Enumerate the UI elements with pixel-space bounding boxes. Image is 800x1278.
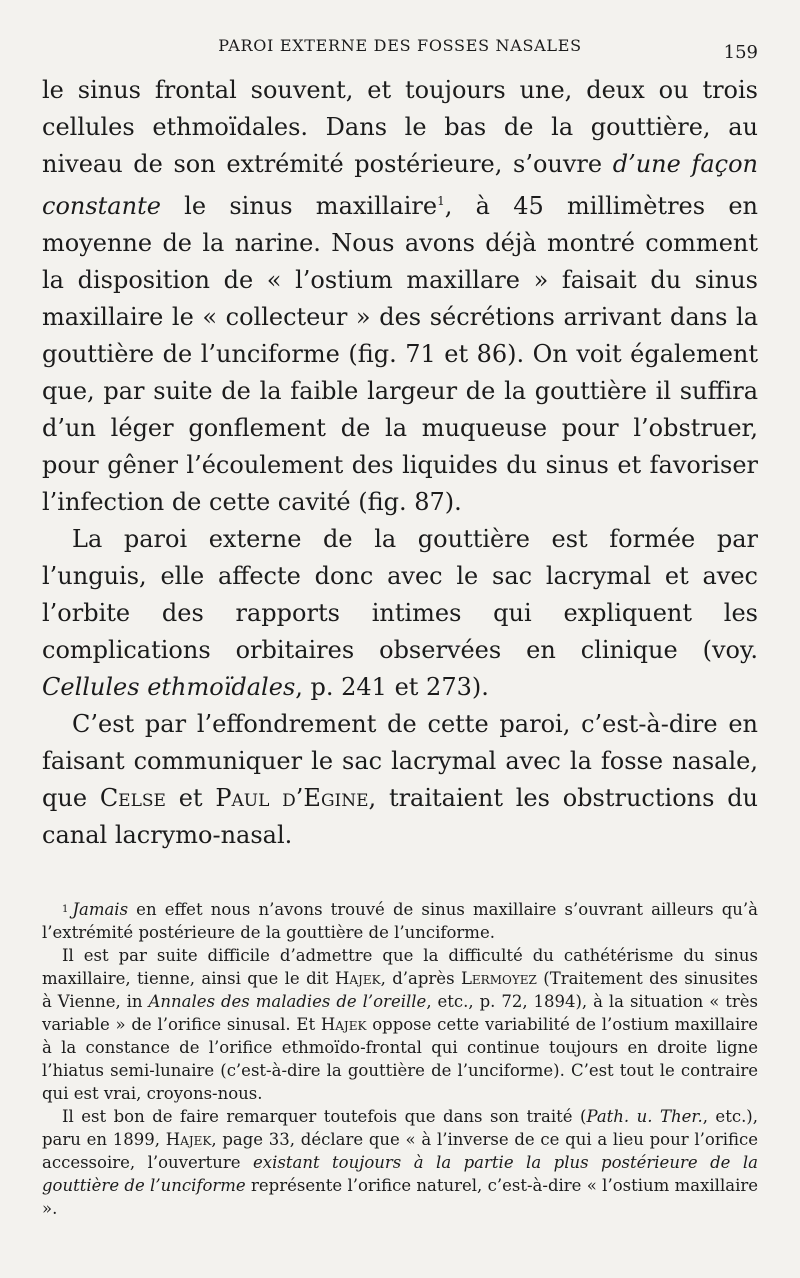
author-name: Celse	[99, 784, 166, 812]
author-name: Hajek	[334, 969, 381, 988]
running-title: PAROI EXTERNE DES FOSSES NASALES	[218, 36, 582, 55]
text-span: Il est bon de faire remarquer toutefois que dans son traité (	[62, 1107, 587, 1126]
text-span: et	[165, 784, 216, 812]
text-span: le sinus maxillaire	[160, 192, 438, 220]
italic-span: Jamais	[72, 900, 129, 919]
italic-span: Cellules ethmoïdales	[42, 673, 296, 701]
author-name: Hajek	[320, 1015, 367, 1034]
footnote-mark: 1	[62, 904, 69, 915]
text-span: , d’après	[380, 969, 461, 988]
footnotes	[42, 898, 758, 1220]
text-span: La paroi externe de la gouttière est formée par l’unguis, elle affecte donc avec le sac lacrymal et avec l’orbite des rapports intimes qui expliquent les complications orbitaires observées en clinique (voy.	[42, 525, 758, 664]
paragraph-3	[42, 706, 758, 854]
footnote-1	[42, 898, 758, 944]
text-span: , traitaient les obstructions du canal lacrymo-nasal.	[42, 784, 759, 849]
italic-span: d’une façon constante	[42, 150, 758, 220]
text-span: Il est par suite difficile d’admettre que la difficulté du cathétérisme du sinus maxillaire, tienne, ainsi que le dit	[42, 946, 758, 988]
text-span: oppose cette variabilité de l’ostium maxillaire à la constance de l’orifice ethmoïdo-frontal qui continue toujours en droite ligne l’hiatus semi-lunaire (c’est-à-dire la gouttière de l’unciforme). C’est tout le contraire qui est vrai, croyons-nous.	[42, 1015, 758, 1103]
text-span: le sinus frontal souvent, et toujours une, deux ou trois cellules ethmoïdales. Dans le bas de la gouttière, au niveau de son extrémité postérieure, s’ouvre	[42, 76, 758, 178]
text-span: , etc.), paru en 1899,	[42, 1107, 758, 1149]
italic-span: Annales des maladies de l’oreille	[148, 992, 427, 1011]
footnote-reference: 1	[437, 194, 445, 208]
main-text	[42, 72, 758, 854]
text-span: C’est par l’effondrement de cette paroi, c’est-à-dire en faisant communiquer le sac lacrymal avec la fosse nasale, que	[42, 710, 758, 812]
paragraph-2	[42, 521, 758, 706]
page-number: 159	[723, 42, 758, 63]
footnote-paragraph-3	[42, 1105, 758, 1220]
italic-span: Path. u. Ther.	[586, 1107, 703, 1126]
text-span: en effet nous n’avons trouvé de sinus maxillaire s’ouvrant ailleurs qu’à l’extrémité postérieure de la gouttière de l’unciforme.	[42, 900, 758, 942]
author-name: Paul d’Egine	[215, 784, 369, 812]
author-name: Lermoyez	[460, 969, 537, 988]
page-header	[42, 32, 758, 66]
text-span: représente l’orifice naturel, c’est-à-dire « l’ostium maxillaire ».	[42, 1176, 758, 1218]
italic-span: existant toujours à la partie la plus postérieure de la gouttière de l’unciforme	[42, 1153, 758, 1195]
footnote-paragraph-2	[42, 944, 758, 1105]
text-span: , p. 241 et 273).	[295, 673, 489, 701]
text-span: , etc., p. 72, 1894), à la situation « très variable » de l’orifice sinusal. Et	[42, 992, 759, 1034]
author-name: Hajek	[165, 1130, 212, 1149]
text-span: , page 33, déclare que « à l’inverse de ce qui a lieu pour l’orifice accessoire, l’ouverture	[42, 1130, 758, 1172]
paragraph-1	[42, 72, 758, 521]
text-span: , à 45 millimètres en moyenne de la narine. Nous avons déjà montré comment la disposition de « l’ostium maxillare » faisait du sinus maxillaire le « collecteur » des sécrétions arrivant dans la gouttière de l’unciforme (fig. 71 et 86). On voit également que, par suite de la faible largeur de la gouttière il suffira d’un léger gonflement de la muqueuse pour l’obstruer, pour gêner l’écoulement des liquides du sinus et favoriser l’infection de cette cavité (fig. 87).	[42, 192, 758, 516]
text-span: (Traitement des sinusites à Vienne, in	[42, 969, 758, 1011]
